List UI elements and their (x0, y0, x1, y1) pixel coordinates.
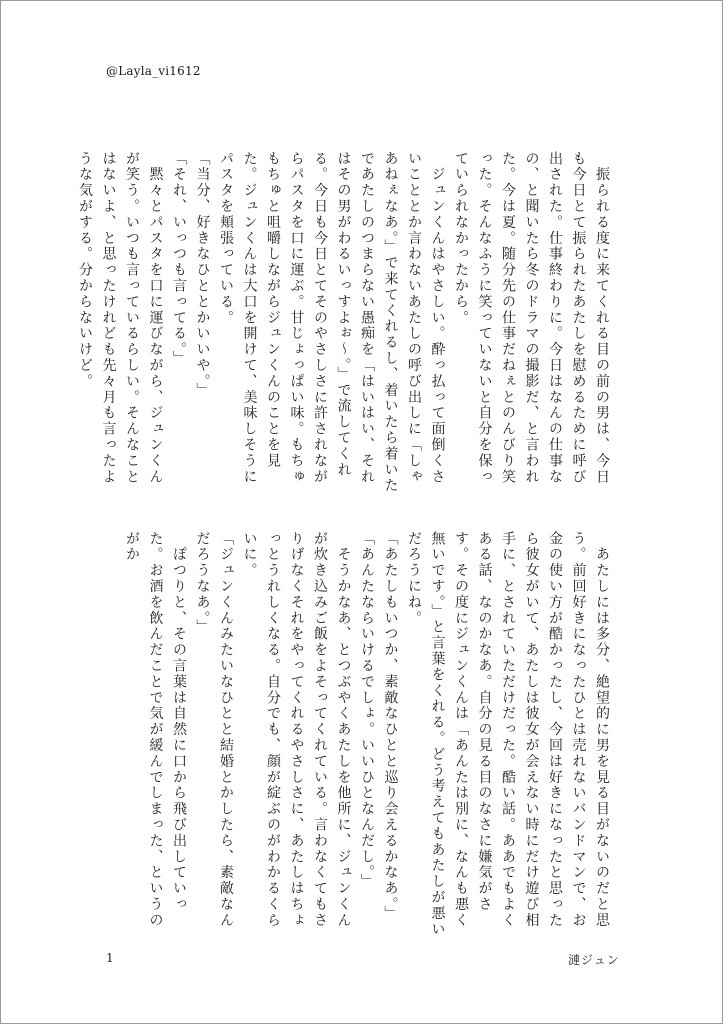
page-number: 1 (106, 951, 114, 965)
paragraph: ジュンくんはやさしい。酔っ払って面倒くさいこととか言わないあたしの呼び出しに「しゃあねぇなあ。」で来てくれるし、着いたら着いたであたしのつまらない愚痴を「はいはい、それはその男がわるいっすよぉ〜。」で流してくれる。今日も今日とてそのやさしさに許されながらパスタを口に運ぶ。甘じょっぱい味。もちゅもちゅと咀嚼しながらジュンくんのことを見た。ジュンくんは大口を開けて、美味しそうにパスタを頬張っている。 (218, 151, 446, 494)
paragraph: そうかなあ、とつぶやくあたしを他所に、ジュンくんが炊き込みご飯をよそってくれている。言わなくてもさりげなくそれをやってくれるやさしさに、あたしはちょっとうれしくなる。自分でも、顔が綻ぶのがわかるくらいに。 (241, 531, 352, 929)
dialogue-line: 「あたしもいつか、素敵なひとと巡り会えるかなあ。」 (382, 531, 399, 922)
paragraph: あたしには多分、絶望的に男を見る目がないのだと思う。前回好きになったひとは売れないバンドマンで、お金の使い方が酷かったし、今回は好きになったと思ったら彼女がいて、あたしは彼女が会えない時にだけ遊び相手に、とされていただけだった。酷い話。ああでもよくある話、なのかなあ。自分の見る目のなさに嫌気がさす。その度にジュンくんは「あんたは別に、なんも悪く無いです。」と言葉をくれる。どう考えてもあたしが悪いだろうにね。 (406, 531, 610, 938)
dialogue-line: 「当分、好きなひととかいいや。」 (194, 151, 211, 399)
author-handle: @Layla_vi1612 (106, 64, 201, 78)
dialogue-line: 「それ、いっつも言ってる。」 (171, 151, 187, 367)
dialogue-line: 「あんたならいけるでしょ。いいひとなんだし。」 (359, 531, 375, 890)
author-name: 漣ジュン (568, 953, 620, 967)
paragraph: 振られる度に来てくれる目の前の男は、今日も今日とて振られたあたしを慰めるために呼び出された。仕事終わりに。今日はなんの仕事なの、と聞いたら冬のドラマの撮影だ、と言われた。今は夏。随分先の仕事だねぇとのんびり笑った。そんなふうに笑っていないと自分を保っていられなかったから。 (453, 151, 610, 485)
dialogue-line: 「ジュンくんみたいなひとと結婚とかしたら、素敵なんだろうなあ。」 (194, 531, 234, 929)
paragraph: ぽつりと、その言葉は自然に口から飛び出していった。お酒を飲んだことで気が緩んでしまった、というのがか (124, 531, 187, 929)
lower-text-block (101, 531, 613, 941)
upper-text-block (77, 151, 613, 496)
paragraph: 黙々とパスタを口に運びながら、ジュンくんが笑う。いつも言っているらしい。そんなことはないよ、と思ったけれども先々月も言ったような気がする。分からないけど。 (77, 151, 164, 485)
